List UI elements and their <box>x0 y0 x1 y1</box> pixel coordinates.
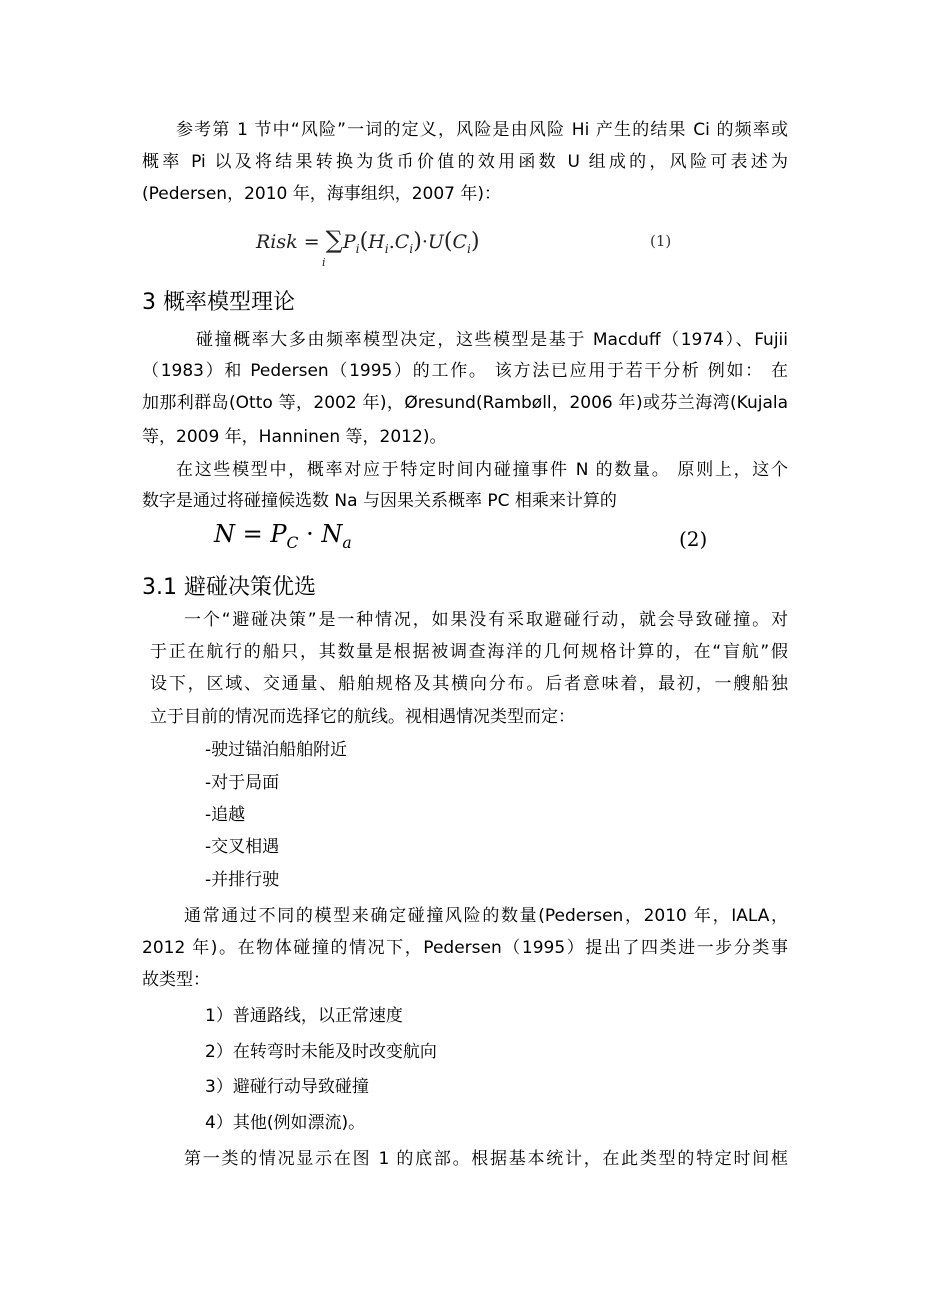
eq-paren: ( <box>359 229 369 254</box>
eq-n: N <box>214 520 235 548</box>
list-item: -驶过锚泊船舶附近 <box>205 740 348 760</box>
eq-sub: i <box>355 241 360 256</box>
eq-dot: . <box>388 231 395 253</box>
text-line: 加那利群岛(Otto 等，2002 年)，Øresund(Rambøll，2006 年)或芬兰海湾(Kujala <box>142 393 788 413</box>
eq-n: N <box>321 520 343 548</box>
list-item: 2）在转弯时未能及时改变航向 <box>205 1042 437 1062</box>
list-item: -并排行驶 <box>205 870 280 890</box>
text-line: 碰撞概率大多由频率模型决定，这些模型是基于 Macduff（1974）、Fujii <box>196 330 788 350</box>
eq-h: H <box>368 231 385 253</box>
list-item: -对于局面 <box>205 773 280 793</box>
eq-c: C <box>452 231 468 253</box>
eq-sub: i <box>467 241 471 256</box>
eq-sum-symbol: ∑ <box>325 226 343 254</box>
list-item: 1）普通路线，以正常速度 <box>205 1006 403 1026</box>
eq-sub: C <box>286 533 299 552</box>
eq-sub: i <box>384 241 389 256</box>
eq-equals: = <box>303 231 320 253</box>
text-line: 数字是通过将碰撞候选数 Na 与因果关系概率 PC 相乘来计算的 <box>142 491 617 511</box>
text-line: (Pedersen，2010 年，海事组织，2007 年)： <box>142 184 502 204</box>
eq-equals: = <box>242 520 263 548</box>
text-line: 设下，区域、交通量、船舶规格及其横向分布。后者意味着，最初，一艘船独 <box>150 674 788 694</box>
eq-paren: ) <box>470 229 480 254</box>
eq-dot: · <box>421 231 428 253</box>
list-item: 3）避碰行动导致碰撞 <box>205 1077 369 1097</box>
list-item: -交叉相遇 <box>205 837 280 857</box>
text-line: 一个“避碰决策”是一种情况，如果没有采取避碰行动，就会导致碰撞。对 <box>184 610 788 630</box>
text-line: 在这些模型中，概率对应于特定时间内碰撞事件 N 的数量。 原则上，这个 <box>176 460 788 480</box>
text-line: 故类型： <box>142 970 210 990</box>
text-line: 概率 Pi 以及将结果转换为货币价值的效用函数 U 组成的，风险可表述为 <box>142 152 788 172</box>
eq-sub: i <box>409 241 414 256</box>
text-line: 等，2009 年，Hanninen 等，2012)。 <box>142 427 447 447</box>
eq-paren: ( <box>443 229 453 254</box>
eq-paren: ) <box>413 229 422 254</box>
equation-number: (1) <box>650 232 672 250</box>
equation-number: (2) <box>679 527 708 551</box>
eq-u: U <box>427 231 444 253</box>
text-line: （1983）和 Pedersen（1995）的工作。 该方法已应用于若干分析 例如： 在 <box>142 361 788 381</box>
list-item: 4）其他(例如漂流)。 <box>205 1113 366 1133</box>
eq-risk-symbol: Risk <box>256 231 298 253</box>
text-line: 通常通过不同的模型来确定碰撞风险的数量(Pedersen，2010 年，IALA， <box>184 906 788 926</box>
text-line: 第一类的情况显示在图 1 的底部。根据基本统计，在此类型的特定时间框 <box>184 1149 788 1169</box>
subsection-heading: 3.1 避碰决策优选 <box>142 575 316 600</box>
text-line: 参考第 1 节中“风险”一词的定义，风险是由风险 Hi 产生的结果 Ci 的频率或 <box>176 120 788 140</box>
eq-p: P <box>342 231 356 253</box>
eq-dot: · <box>306 520 314 548</box>
text-line: 立于目前的情况而选择它的航线。视相遇情况类型而定： <box>150 707 575 727</box>
section-heading: 3 概率模型理论 <box>142 290 295 315</box>
list-item: -追越 <box>205 805 246 825</box>
eq-sum-index: i <box>322 256 326 269</box>
eq-sub: a <box>342 533 352 552</box>
eq-c: C <box>394 231 410 253</box>
eq-p: P <box>270 520 287 548</box>
text-line: 2012 年)。在物体碰撞的情况下，Pedersen（1995）提出了四类进一步分类事 <box>142 938 788 958</box>
text-line: 于正在航行的船只，其数量是根据被调查海洋的几何规格计算的，在“盲航”假 <box>150 642 788 662</box>
